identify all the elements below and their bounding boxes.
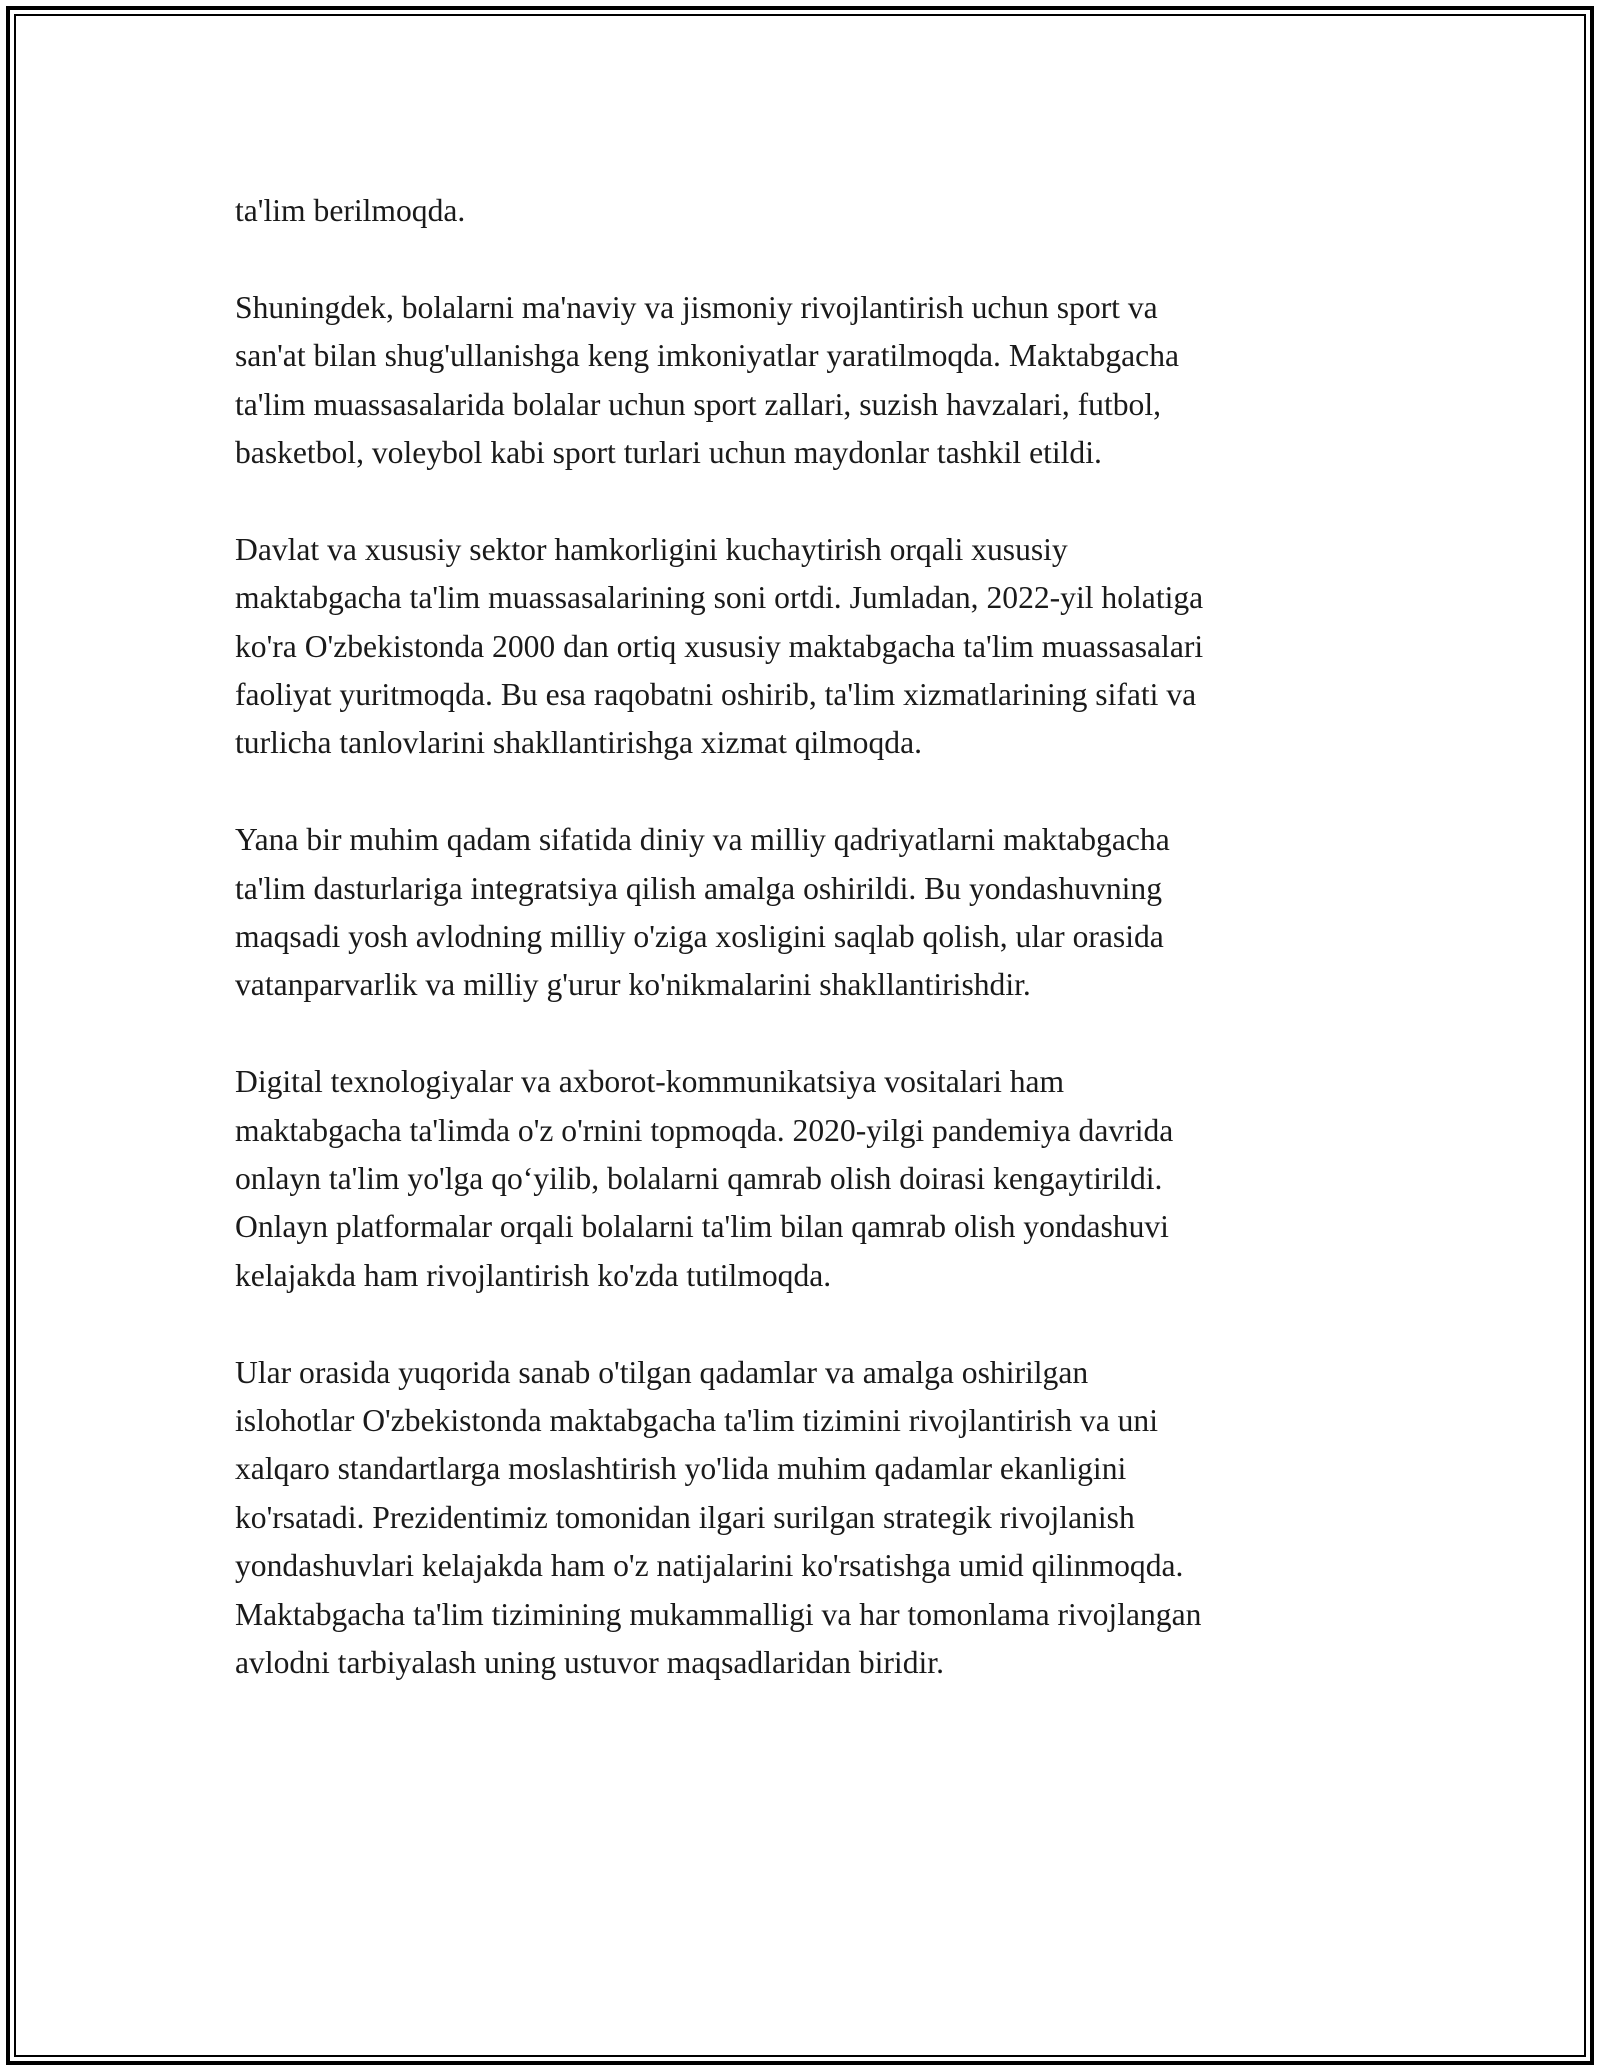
text-line: vatanparvarlik va milliy g'urur ko'nikmalarini shakllantirishdir. bbox=[235, 967, 1031, 1003]
text-line: san'at bilan shug'ullanishga keng imkoniyatlar yaratilmoqda. Maktabgacha bbox=[235, 338, 1180, 374]
text-line: onlayn ta'lim yo'lga qo‘yilib, bolalarni qamrab olish doirasi kengaytirildi. bbox=[235, 1161, 1163, 1197]
text-line: Yana bir muhim qadam sifatida diniy va milliy qadriyatlarni maktabgacha bbox=[235, 822, 1170, 858]
text-line: Ular orasida yuqorida sanab o'tilgan qadamlar va amalga oshirilgan bbox=[235, 1354, 1089, 1390]
text-line: faoliyat yuritmoqda. Bu esa raqobatni oshirib, ta'lim xizmatlarining sifati va bbox=[235, 677, 1197, 713]
text-line: turlicha tanlovlarini shakllantirishga xizmat qilmoqda. bbox=[235, 725, 922, 761]
paragraph-4 bbox=[235, 816, 1375, 1010]
text-line: maktabgacha ta'lim muassasalarining soni ortdi. Jumladan, 2022-yil holatiga bbox=[235, 580, 1204, 616]
paragraph-3 bbox=[235, 526, 1375, 768]
text-line: yondashuvlari kelajakda ham o'z natijalarini ko'rsatishga umid qilinmoqda. bbox=[235, 1548, 1184, 1584]
text-line: ta'lim berilmoqda. bbox=[235, 193, 466, 228]
paragraph-2 bbox=[235, 284, 1375, 478]
paragraph-5 bbox=[235, 1058, 1375, 1300]
text-line: basketbol, voleybol kabi sport turlari uchun maydonlar tashkil etildi. bbox=[235, 435, 1102, 471]
text-line: maqsadi yosh avlodning milliy o'ziga xosligini saqlab qolish, ular orasida bbox=[235, 919, 1164, 955]
paragraph-1 bbox=[235, 187, 1375, 235]
document-body bbox=[235, 187, 1375, 1736]
text-line: Maktabgacha ta'lim tizimining mukammalligi va har tomonlama rivojlangan bbox=[235, 1596, 1202, 1632]
text-line: ta'lim dasturlariga integratsiya qilish amalga oshirildi. Bu yondashuvning bbox=[235, 870, 1163, 906]
text-line: avlodni tarbiyalash uning ustuvor maqsadlaridan biridir. bbox=[235, 1645, 944, 1681]
text-line: Digital texnologiyalar va axborot-kommunikatsiya vositalari ham bbox=[235, 1064, 1065, 1100]
text-line: islohotlar O'zbekistonda maktabgacha ta'lim tizimini rivojlantirish va uni bbox=[235, 1403, 1159, 1439]
text-line: ta'lim muassasalarida bolalar uchun sport zallari, suzish havzalari, futbol, bbox=[235, 386, 1161, 422]
text-line: xalqaro standartlarga moslashtirish yo'lida muhim qadamlar ekanligini bbox=[235, 1451, 1127, 1487]
text-line: maktabgacha ta'limda o'z o'rnini topmoqda. 2020-yilgi pandemiya davrida bbox=[235, 1112, 1174, 1148]
text-line: Davlat va xususiy sektor hamkorligini kuchaytirish orqali xususiy bbox=[235, 531, 1068, 567]
text-line: ko'ra O'zbekistonda 2000 dan ortiq xususiy maktabgacha ta'lim muassasalari bbox=[235, 628, 1204, 664]
text-line: Shuningdek, bolalarni ma'naviy va jismoniy rivojlantirish uchun sport va bbox=[235, 289, 1158, 325]
text-line: Onlayn platformalar orqali bolalarni ta'lim bilan qamrab olish yondashuvi bbox=[235, 1209, 1169, 1245]
paragraph-6 bbox=[235, 1349, 1375, 1688]
text-line: ko'rsatadi. Prezidentimiz tomonidan ilgari surilgan strategik rivojlanish bbox=[235, 1499, 1135, 1535]
text-line: kelajakda ham rivojlantirish ko'zda tutilmoqda. bbox=[235, 1257, 832, 1293]
